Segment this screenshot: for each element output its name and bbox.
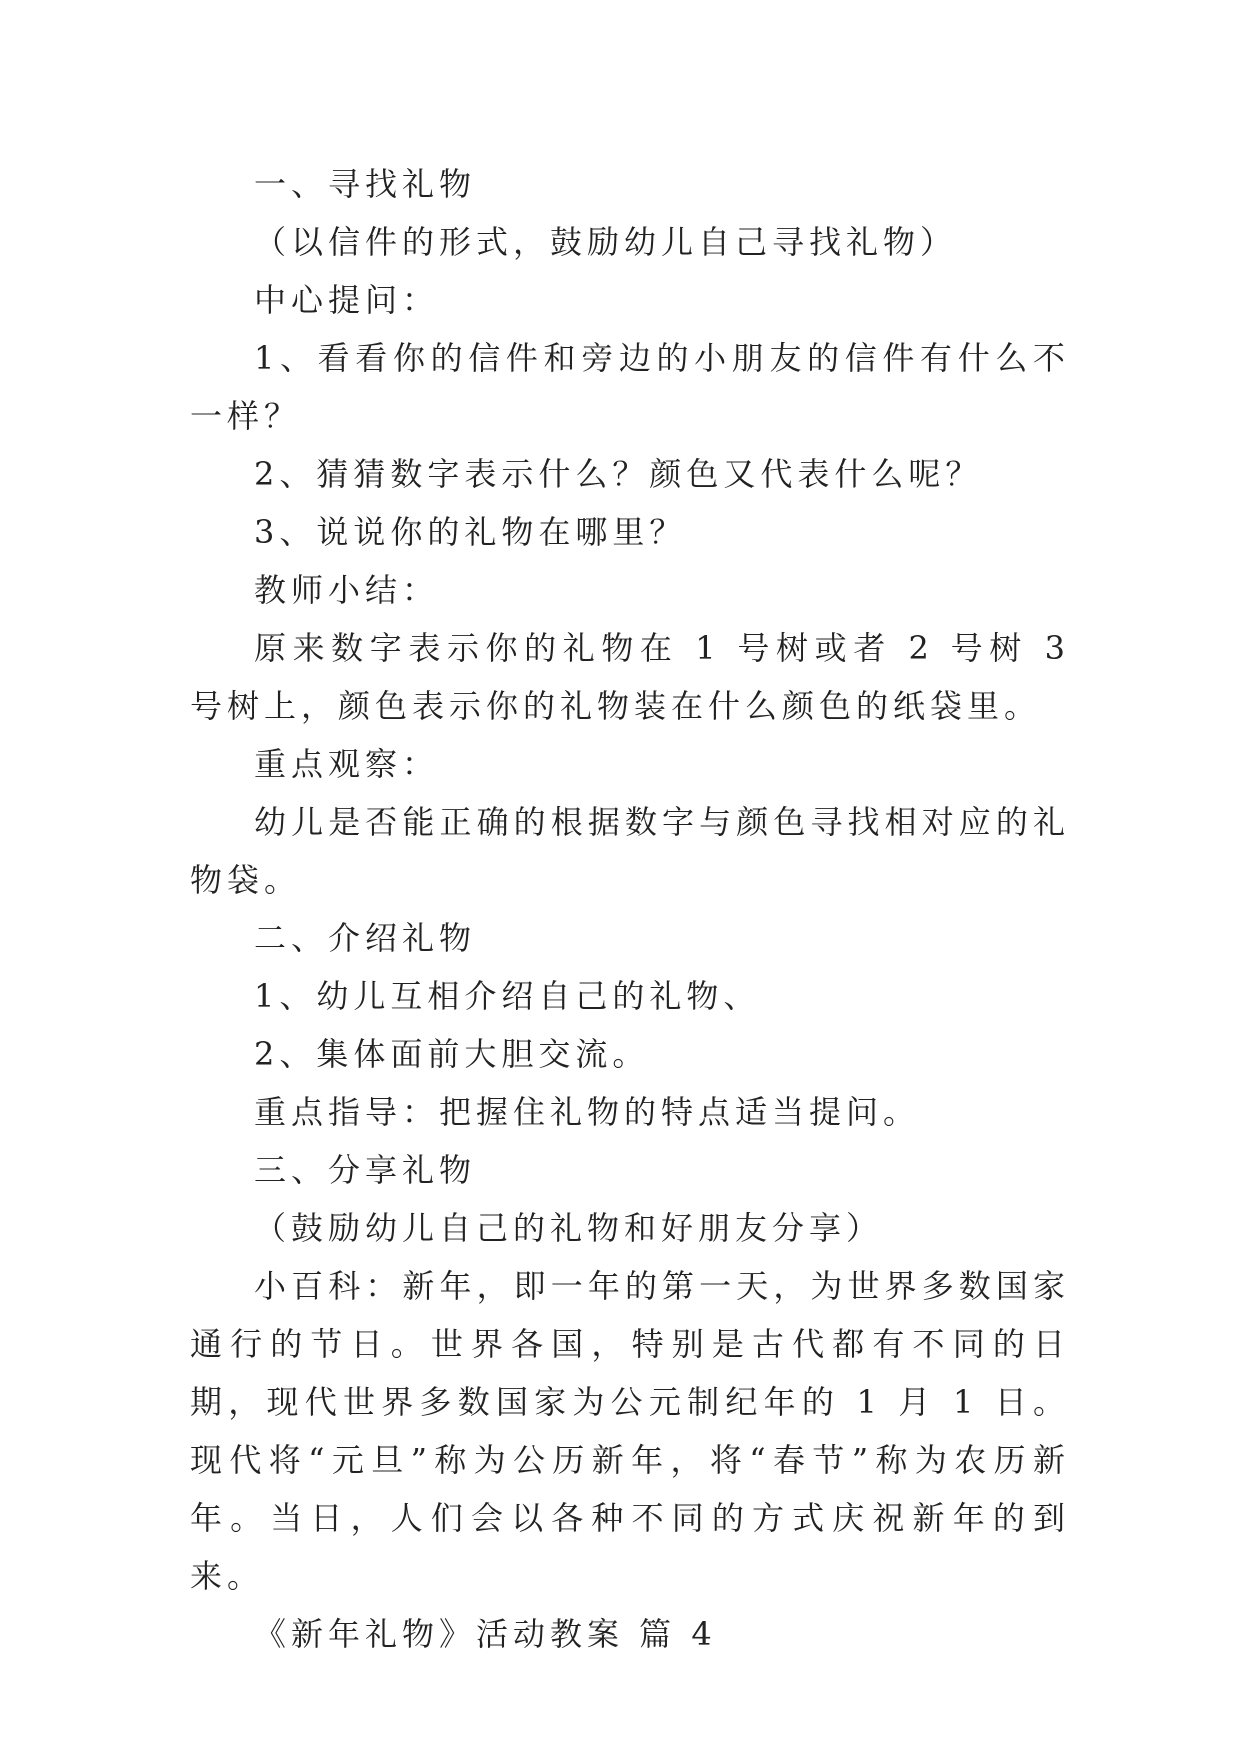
section-heading-introduce-gifts: 二、介绍礼物: [254, 919, 477, 957]
question-item: 3、说说你的礼物在哪里？: [254, 513, 687, 551]
question-item: 2、猜猜数字表示什么？颜色又代表什么呢？: [254, 455, 983, 493]
section-note: （鼓励幼儿自己的礼物和好朋友分享）: [254, 1209, 884, 1247]
teacher-summary-text: 原来数字表示你的礼物在 1 号树或者 2 号树 3 号树上，颜色表示你的礼物装在什么颜色的纸袋里。: [190, 629, 1070, 725]
list-item: 1、幼儿互相介绍自己的礼物、: [254, 977, 761, 1015]
teacher-summary-label: 教师小结：: [254, 571, 440, 609]
observation-label: 重点观察：: [254, 745, 440, 783]
questions-label: 中心提问：: [254, 281, 440, 319]
next-chapter-title: 《新年礼物》活动教案 篇 4: [254, 1615, 717, 1653]
guidance-text: 重点指导：把握住礼物的特点适当提问。: [254, 1093, 921, 1131]
list-item: 2、集体面前大胆交流。: [254, 1035, 650, 1073]
section-heading-share-gifts: 三、分享礼物: [254, 1151, 477, 1189]
section-heading-find-gifts: 一、寻找礼物: [254, 165, 477, 203]
encyclopedia-paragraph: 小百科：新年，即一年的第一天，为世界多数国家通行的节日。世界各国，特别是古代都有不同的日期，现代世界多数国家为公元制纪年的 1 月 1 日。现代将“元旦”称为公历新年，将“春节”称为农历新年。当日，人们会以各种不同的方式庆祝新年的到来。: [190, 1267, 1070, 1595]
observation-text: 幼儿是否能正确的根据数字与颜色寻找相对应的礼物袋。: [190, 803, 1070, 899]
section-note: （以信件的形式，鼓励幼儿自己寻找礼物）: [254, 223, 958, 261]
question-item: 1、看看你的信件和旁边的小朋友的信件有什么不一样？: [190, 339, 1070, 435]
document-body: [190, 155, 1070, 1663]
